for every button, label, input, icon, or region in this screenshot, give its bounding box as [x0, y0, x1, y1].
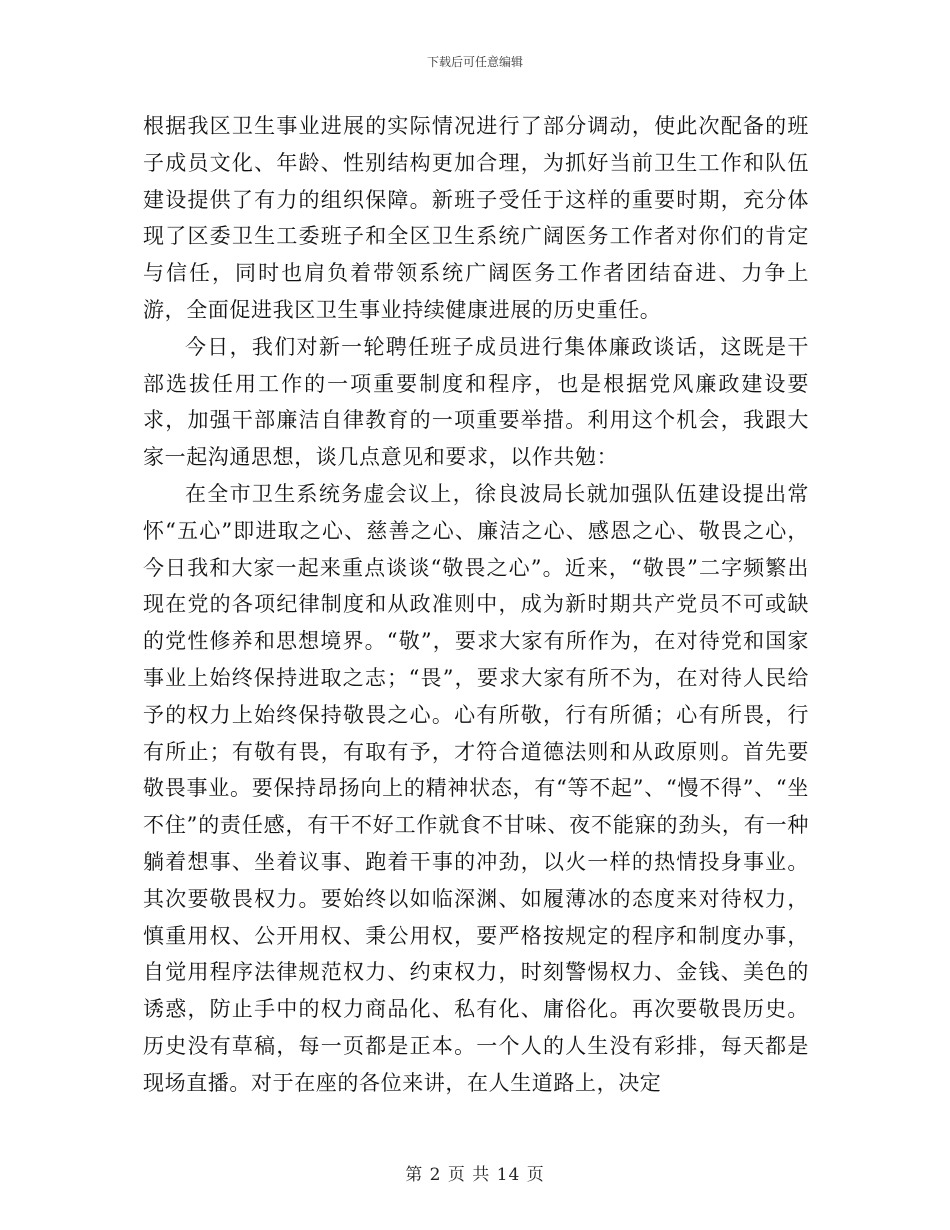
paragraph: 今日，我们对新一轮聘任班子成员进行集体廉政谈话，这既是干部选拔任用工作的一项重要制度和程序，也是根据党风廉政建设要求，加强干部廉洁自律教育的一项重要举措。利用这个机会，我跟大家一起沟通思想，谈几点意见和要求，以作共勉： [143, 334, 809, 470]
page-number-footer: 第 2 页 共 14 页 [405, 1165, 545, 1185]
document-body [143, 108, 809, 1102]
paragraph-continuation: 根据我区卫生事业进展的实际情况进行了部分调动，使此次配备的班子成员文化、年龄、性别结构更加合理，为抓好当前卫生工作和队伍建设提供了有力的组织保障。新班子受任于这样的重要时期，充分体现了区委卫生工委班子和全区卫生系统广阔医务工作者对你们的肯定与信任，同时也肩负着带领系统广阔医务工作者团结奋进、力争上游，全面促进我区卫生事业持续健康进展的历史重任。 [143, 114, 809, 322]
paragraph: 在全市卫生系统务虚会议上，徐良波局长就加强队伍建设提出常怀“五心”即进取之心、慈善之心、廉洁之心、感恩之心、敬畏之心，今日我和大家一起来重点谈谈“敬畏之心”。近来，“敬畏”二字频繁出现在党的各项纪律制度和从政准则中，成为新时期共产党员不可或缺的党性修养和思想境界。“敬”，要求大家有所作为，在对待党和国家事业上始终保持进取之志；“畏”，要求大家有所不为，在对待人民给予的权力上始终保持敬畏之心。心有所敬，行有所循；心有所畏，行有所止；有敬有畏，有取有予，才符合道德法则和从政原则。首先要敬畏事业。要保持昂扬向上的精神状态，有“等不起”、“慢不得”、“坐不住”的责任感，有干不好工作就食不甘味、夜不能寐的劲头，有一种躺着想事、坐着议事、跑着干事的冲劲，以火一样的热情投身事业。其次要敬畏权力。要始终以如临深渊、如履薄冰的态度来对待权力，慎重用权、公开用权、秉公用权，要严格按规定的程序和制度办事，自觉用程序法律规范权力、约束权力，时刻警惕权力、金钱、美色的诱惑，防止手中的权力商品化、私有化、庸俗化。再次要敬畏历史。历史没有草稿，每一页都是正本。一个人的人生没有彩排，每天都是现场直播。对于在座的各位来讲，在人生道路上，决定 [143, 481, 809, 1095]
header-note: 下载后可任意编辑 [426, 55, 523, 69]
